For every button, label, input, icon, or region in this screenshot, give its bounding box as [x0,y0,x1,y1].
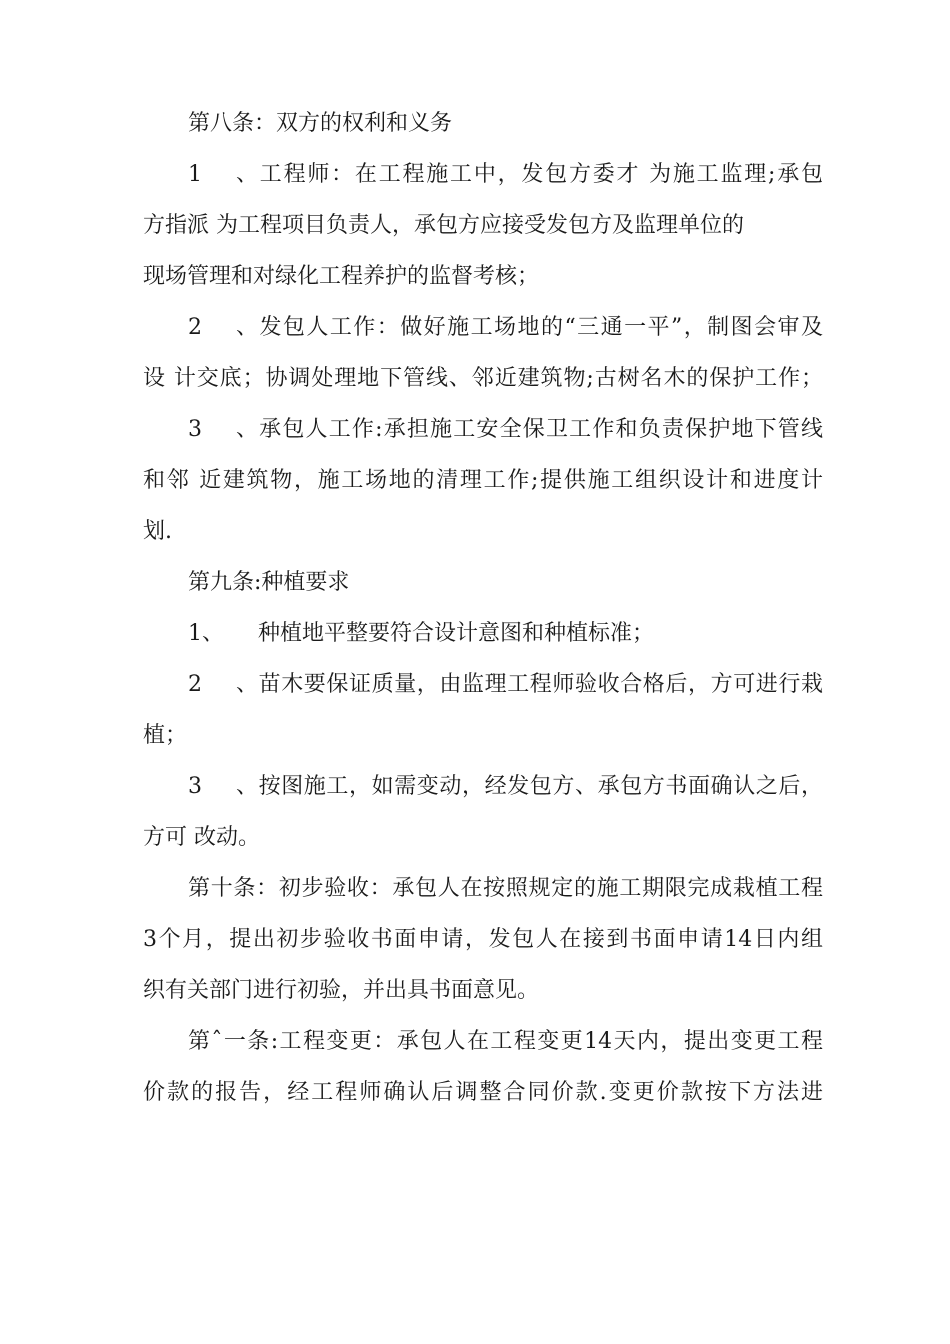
art8-item1-line3: 现场管理和对绿化工程养护的监督考核； [143,264,540,289]
art8-item1-line2: 方指派 为工程项目负责人，承包方应接受发包方及监理单位的 [143,213,744,238]
art8-item1-text-1: 工程师：在工程施工中，发包方委才 为施工监理;承包 [258,162,823,187]
art9-item2-line2: 植； [143,723,188,748]
art9-item3-text-1: 按图施工，如需变动，经发包方、承包方书面确认之后， [258,774,823,799]
art11-line1: 第ˆ一条:工程变更：承包人在工程变更14天内，提出变更工程 [188,1029,823,1054]
art9-item3-number: 3、 [188,774,258,799]
art8-item2-line2: 设 计交底；协调处理地下管线、邻近建筑物;古树名木的保护工作； [143,366,823,391]
art8-item3-text-1: 承包人工作:承担施工安全保卫工作和负责保护地下管线 [258,417,823,442]
article-8-heading: 第八条：双方的权利和义务 [188,111,453,136]
art8-item1-line1 [188,158,823,192]
art8-item2-number: 2、 [188,315,258,340]
art8-item3-number: 3、 [188,417,258,442]
art9-item2-number: 2、 [188,672,258,697]
article-9-heading: 第九条:种植要求 [188,570,350,595]
art10-line1: 第十条：初步验收：承包人在按照规定的施工期限完成栽植工程 [188,876,823,901]
art9-item2-line1 [188,668,823,702]
art8-item2-line1 [188,311,823,345]
art10-line2: 3个月，提出初步验收书面申请，发包人在接到书面申请14日内组 [143,927,823,952]
art9-item2-text-1: 苗木要保证质量，由监理工程师验收合格后，方可进行栽 [258,672,823,697]
art10-line3: 织有关部门进行初验，并出具书面意见。 [143,978,540,1003]
art8-item2-text-1: 发包人工作：做好施工场地的“三通一平”，制图会审及 [258,315,823,340]
art9-item1-line1 [188,617,823,651]
art8-item3-line2: 和邻 近建筑物，施工场地的清理工作;提供施工组织设计和进度计 [143,468,823,493]
art9-item1-number: 1、 [188,621,224,646]
art8-item3-line3: 划. [143,519,172,544]
art9-item1-text-1: 种植地平整要符合设计意图和种植标准； [258,621,655,646]
art8-item1-number: 1、 [188,162,258,187]
art11-line2: 价款的报告，经工程师确认后调整合同价款.变更价款按下方法进 [143,1080,823,1105]
art8-item3-line1 [188,413,823,447]
art9-item3-line1 [188,770,823,804]
art9-item3-line2: 方可 改动。 [143,825,260,850]
